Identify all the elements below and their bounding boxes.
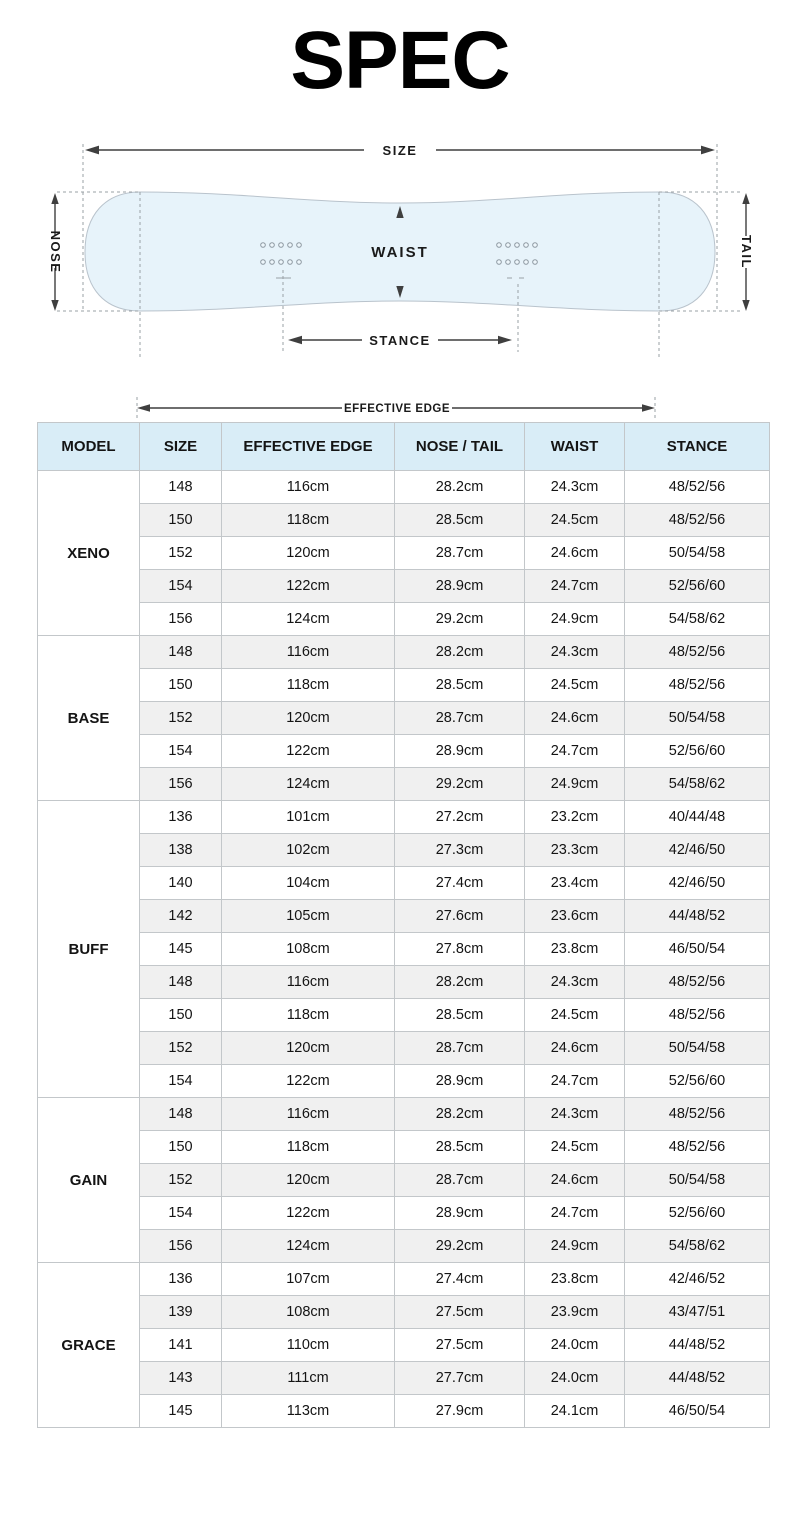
table-cell: 108cm: [222, 933, 395, 966]
table-row: [38, 1362, 770, 1395]
table-cell: 116cm: [222, 1098, 395, 1131]
table-cell: 24.3cm: [525, 471, 625, 504]
table-cell: 118cm: [222, 504, 395, 537]
size-label: SIZE: [382, 143, 418, 158]
table-row: [38, 504, 770, 537]
table-row: [38, 900, 770, 933]
table-cell: 24.6cm: [525, 702, 625, 735]
table-cell: 29.2cm: [395, 603, 525, 636]
stance-dimension-arrow: [288, 333, 512, 348]
page-title: SPEC: [290, 15, 510, 106]
table-row: [38, 669, 770, 702]
table-cell: 118cm: [222, 999, 395, 1032]
table-cell: 120cm: [222, 1164, 395, 1197]
table-cell: 24.6cm: [525, 1164, 625, 1197]
table-row: [38, 1032, 770, 1065]
table-cell: 148: [140, 1098, 222, 1131]
table-cell: 154: [140, 570, 222, 603]
table-cell: 29.2cm: [395, 1230, 525, 1263]
table-cell: 27.8cm: [395, 933, 525, 966]
table-row: [38, 867, 770, 900]
stance-label: STANCE: [369, 333, 431, 348]
table-cell: 24.5cm: [525, 504, 625, 537]
table-cell: 44/48/52: [625, 1329, 770, 1362]
table-cell: 54/58/62: [625, 603, 770, 636]
table-cell: 52/56/60: [625, 1065, 770, 1098]
table-cell: 150: [140, 999, 222, 1032]
table-cell: 118cm: [222, 1131, 395, 1164]
table-row: [38, 1296, 770, 1329]
table-cell: 24.5cm: [525, 999, 625, 1032]
table-cell: 156: [140, 603, 222, 636]
table-cell: 28.2cm: [395, 636, 525, 669]
effective-edge-annotation: [137, 397, 655, 420]
table-cell: 46/50/54: [625, 1395, 770, 1428]
table-cell: 124cm: [222, 603, 395, 636]
table-cell: 48/52/56: [625, 1098, 770, 1131]
waist-label: WAIST: [371, 244, 429, 261]
table-cell: 48/52/56: [625, 669, 770, 702]
table-cell: 150: [140, 1131, 222, 1164]
table-cell: 24.7cm: [525, 570, 625, 603]
table-cell: 24.3cm: [525, 636, 625, 669]
table-cell: 118cm: [222, 669, 395, 702]
table-row: [38, 1263, 770, 1296]
table-cell: 50/54/58: [625, 702, 770, 735]
table-cell: 122cm: [222, 570, 395, 603]
column-header-model: MODEL: [38, 423, 140, 471]
table-cell: 27.5cm: [395, 1296, 525, 1329]
table-cell: 23.3cm: [525, 834, 625, 867]
table-cell: 122cm: [222, 1197, 395, 1230]
table-cell: 24.7cm: [525, 1197, 625, 1230]
table-row: [38, 801, 770, 834]
table-cell: 154: [140, 1197, 222, 1230]
spec-table: [37, 422, 770, 1428]
table-row: [38, 471, 770, 504]
table-row: [38, 1098, 770, 1131]
table-cell: 24.0cm: [525, 1362, 625, 1395]
table-row: [38, 1164, 770, 1197]
table-cell: 150: [140, 669, 222, 702]
table-cell: 105cm: [222, 900, 395, 933]
table-row: [38, 966, 770, 999]
table-cell: 28.5cm: [395, 504, 525, 537]
table-header-row: [38, 423, 770, 471]
table-cell: 48/52/56: [625, 966, 770, 999]
table-cell: 40/44/48: [625, 801, 770, 834]
table-cell: 28.7cm: [395, 537, 525, 570]
table-cell: 29.2cm: [395, 768, 525, 801]
table-cell: 142: [140, 900, 222, 933]
table-cell: 116cm: [222, 471, 395, 504]
tail-label: TAIL: [739, 235, 754, 269]
table-row: [38, 603, 770, 636]
table-cell: 23.4cm: [525, 867, 625, 900]
table-row: [38, 1197, 770, 1230]
table-cell: 139: [140, 1296, 222, 1329]
table-cell: 136: [140, 801, 222, 834]
snowboard-diagram: [0, 130, 800, 422]
effective-edge-label: EFFECTIVE EDGE: [343, 403, 451, 415]
table-cell: 27.3cm: [395, 834, 525, 867]
table-cell: 27.9cm: [395, 1395, 525, 1428]
table-cell: 52/56/60: [625, 735, 770, 768]
table-cell: 28.7cm: [395, 702, 525, 735]
table-cell: 152: [140, 537, 222, 570]
table-row: [38, 537, 770, 570]
table-cell: 28.9cm: [395, 570, 525, 603]
table-cell: 50/54/58: [625, 1032, 770, 1065]
table-cell: 52/56/60: [625, 1197, 770, 1230]
table-cell: 54/58/62: [625, 768, 770, 801]
table-cell: 24.7cm: [525, 1065, 625, 1098]
column-header-effective-edge: EFFECTIVE EDGE: [222, 423, 395, 471]
table-cell: 124cm: [222, 768, 395, 801]
table-cell: 152: [140, 1032, 222, 1065]
table-cell: 136: [140, 1263, 222, 1296]
table-cell: 28.9cm: [395, 1197, 525, 1230]
table-cell: 24.9cm: [525, 768, 625, 801]
table-row: [38, 1329, 770, 1362]
table-cell: 27.4cm: [395, 1263, 525, 1296]
table-cell: 101cm: [222, 801, 395, 834]
table-cell: 143: [140, 1362, 222, 1395]
table-cell: 156: [140, 1230, 222, 1263]
column-header-nose-tail: NOSE / TAIL: [395, 423, 525, 471]
table-cell: 23.8cm: [525, 1263, 625, 1296]
table-cell: 48/52/56: [625, 1131, 770, 1164]
table-row: [38, 933, 770, 966]
table-cell: 23.2cm: [525, 801, 625, 834]
table-row: [38, 735, 770, 768]
table-cell: 23.9cm: [525, 1296, 625, 1329]
table-cell: 140: [140, 867, 222, 900]
nose-label: NOSE: [48, 230, 63, 274]
table-cell: 42/46/50: [625, 834, 770, 867]
table-row: [38, 1065, 770, 1098]
table-cell: 122cm: [222, 1065, 395, 1098]
table-cell: 48/52/56: [625, 471, 770, 504]
table-cell: 50/54/58: [625, 537, 770, 570]
table-cell: 120cm: [222, 702, 395, 735]
table-row: [38, 1131, 770, 1164]
table-cell: 42/46/52: [625, 1263, 770, 1296]
table-cell: 54/58/62: [625, 1230, 770, 1263]
nose-dimension-arrow: [48, 193, 63, 311]
table-cell: 104cm: [222, 867, 395, 900]
table-cell: 28.2cm: [395, 471, 525, 504]
table-cell: 27.6cm: [395, 900, 525, 933]
tail-dimension-arrow: [739, 193, 754, 311]
size-dimension-arrow: [85, 143, 715, 158]
table-cell: 48/52/56: [625, 504, 770, 537]
table-cell: 148: [140, 966, 222, 999]
table-row: [38, 636, 770, 669]
column-header-size: SIZE: [140, 423, 222, 471]
table-cell: 138: [140, 834, 222, 867]
table-cell: 102cm: [222, 834, 395, 867]
table-cell: 24.5cm: [525, 669, 625, 702]
table-cell: 27.7cm: [395, 1362, 525, 1395]
table-cell: 116cm: [222, 966, 395, 999]
table-cell: 116cm: [222, 636, 395, 669]
table-row: [38, 1230, 770, 1263]
table-cell: 43/47/51: [625, 1296, 770, 1329]
table-cell: 23.8cm: [525, 933, 625, 966]
table-cell: 24.5cm: [525, 1131, 625, 1164]
model-cell: BASE: [38, 636, 140, 801]
table-cell: 27.4cm: [395, 867, 525, 900]
table-cell: 145: [140, 1395, 222, 1428]
table-cell: 28.9cm: [395, 1065, 525, 1098]
table-cell: 107cm: [222, 1263, 395, 1296]
table-cell: 154: [140, 735, 222, 768]
column-header-stance: STANCE: [625, 423, 770, 471]
table-row: [38, 702, 770, 735]
table-cell: 148: [140, 471, 222, 504]
table-cell: 120cm: [222, 537, 395, 570]
table-cell: 48/52/56: [625, 999, 770, 1032]
table-cell: 28.9cm: [395, 735, 525, 768]
table-cell: 24.6cm: [525, 1032, 625, 1065]
table-cell: 122cm: [222, 735, 395, 768]
table-cell: 24.7cm: [525, 735, 625, 768]
table-cell: 110cm: [222, 1329, 395, 1362]
table-cell: 141: [140, 1329, 222, 1362]
table-cell: 48/52/56: [625, 636, 770, 669]
table-row: [38, 570, 770, 603]
table-cell: 42/46/50: [625, 867, 770, 900]
table-cell: 24.9cm: [525, 1230, 625, 1263]
table-cell: 46/50/54: [625, 933, 770, 966]
table-cell: 44/48/52: [625, 1362, 770, 1395]
table-cell: 52/56/60: [625, 570, 770, 603]
model-cell: XENO: [38, 471, 140, 636]
table-cell: 152: [140, 702, 222, 735]
model-cell: BUFF: [38, 801, 140, 1098]
table-row: [38, 834, 770, 867]
table-cell: 24.3cm: [525, 1098, 625, 1131]
table-cell: 24.0cm: [525, 1329, 625, 1362]
table-cell: 148: [140, 636, 222, 669]
model-cell: GAIN: [38, 1098, 140, 1263]
table-cell: 24.1cm: [525, 1395, 625, 1428]
table-cell: 152: [140, 1164, 222, 1197]
table-cell: 28.7cm: [395, 1032, 525, 1065]
table-cell: 28.5cm: [395, 1131, 525, 1164]
table-cell: 27.5cm: [395, 1329, 525, 1362]
model-cell: GRACE: [38, 1263, 140, 1428]
table-cell: 120cm: [222, 1032, 395, 1065]
table-cell: 28.2cm: [395, 966, 525, 999]
table-cell: 111cm: [222, 1362, 395, 1395]
table-cell: 28.2cm: [395, 1098, 525, 1131]
table-cell: 27.2cm: [395, 801, 525, 834]
table-cell: 150: [140, 504, 222, 537]
table-cell: 154: [140, 1065, 222, 1098]
table-cell: 24.9cm: [525, 603, 625, 636]
table-cell: 108cm: [222, 1296, 395, 1329]
table-cell: 145: [140, 933, 222, 966]
table-cell: 28.5cm: [395, 999, 525, 1032]
table-cell: 24.3cm: [525, 966, 625, 999]
column-header-waist: WAIST: [525, 423, 625, 471]
table-cell: 156: [140, 768, 222, 801]
table-row: [38, 1395, 770, 1428]
table-cell: 24.6cm: [525, 537, 625, 570]
table-cell: 23.6cm: [525, 900, 625, 933]
table-cell: 113cm: [222, 1395, 395, 1428]
table-cell: 124cm: [222, 1230, 395, 1263]
table-cell: 44/48/52: [625, 900, 770, 933]
table-cell: 28.7cm: [395, 1164, 525, 1197]
table-cell: 50/54/58: [625, 1164, 770, 1197]
table-row: [38, 768, 770, 801]
spec-table-body: [38, 471, 770, 1428]
table-row: [38, 999, 770, 1032]
table-cell: 28.5cm: [395, 669, 525, 702]
